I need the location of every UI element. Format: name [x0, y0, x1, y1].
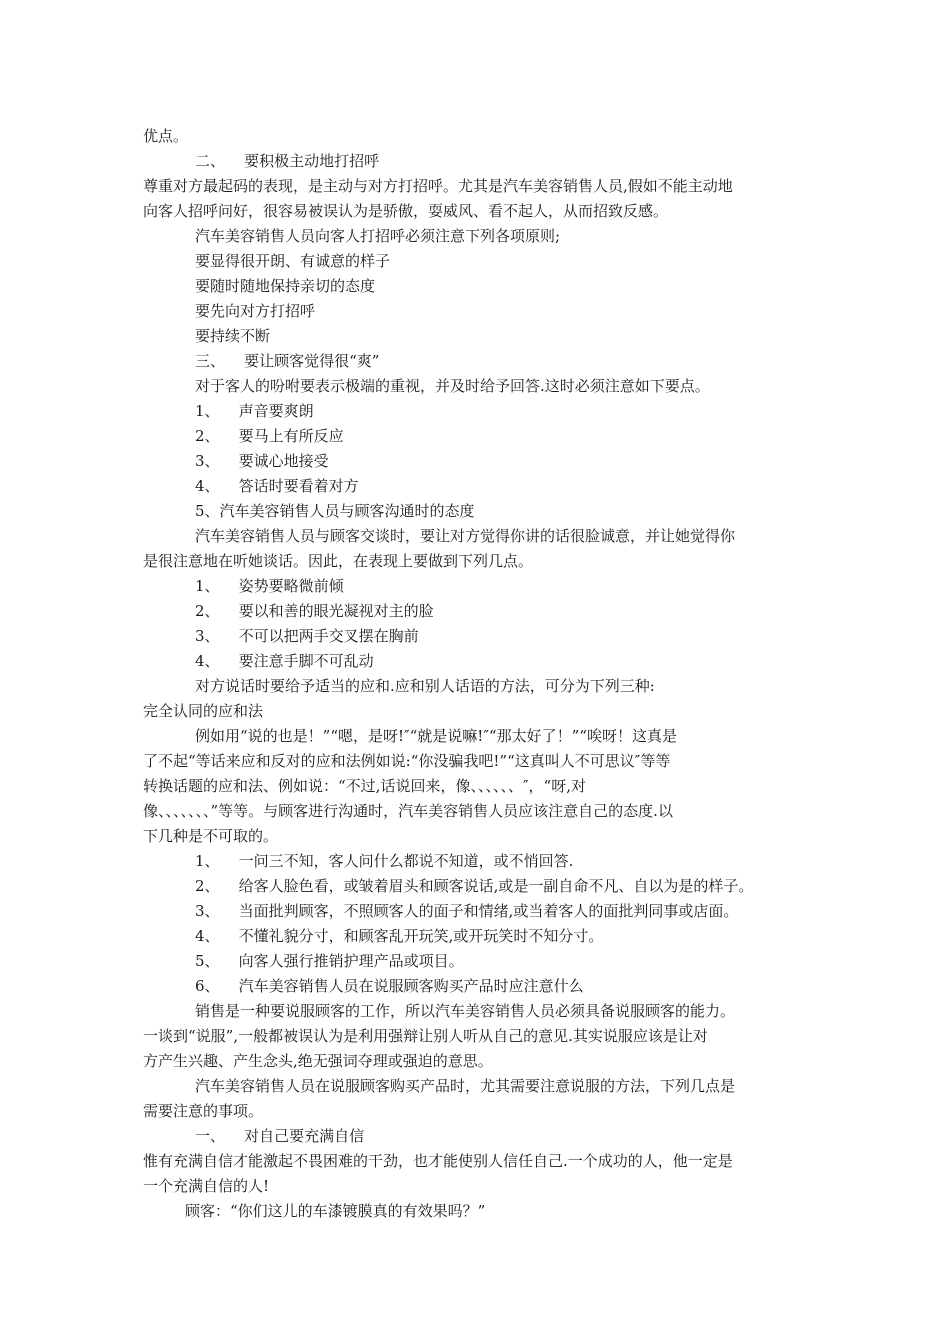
paragraph-line: 汽车美容销售人员在说服顾客购买产品时，尤其需要注意说服的方法，下列几点是 — [195, 1077, 736, 1095]
paragraph-line: 对于客人的吩咐要表示极端的重视，并及时给予回答.这时必须注意如下要点。 — [195, 377, 710, 395]
paragraph-line: 尊重对方最起码的表现，是主动与对方打招呼。尤其是汽车美容销售人员,假如不能主动地 — [143, 177, 733, 195]
paragraph-line: 是很注意地在听她谈话。因此，在表现上要做到下列几点。 — [143, 552, 534, 570]
paragraph-line: 一个充满自信的人! — [143, 1177, 270, 1195]
paragraph-line: 5、 向客人强行推销护理产品或项目。 — [195, 952, 464, 970]
paragraph-line: 顾客：“你们这儿的车漆镀膜真的有效果吗？” — [185, 1202, 486, 1220]
paragraph-line: 1、 一问三不知，客人问什么都说不知道，或不悄回答. — [195, 852, 574, 870]
paragraph-line: 要先向对方打招呼 — [195, 302, 316, 320]
paragraph-line: 了不起“等话来应和反对的应和法例如说:“你没骗我吧!”“这真叫人不可思议″等等 — [143, 752, 671, 770]
paragraph-line: 3、 当面批判顾客，不照顾客人的面子和情绪,或当着客人的面批判同事或店面。 — [195, 902, 739, 920]
paragraph-line: 销售是一种要说服顾客的工作，所以汽车美容销售人员必须具备说服顾客的能力。 — [195, 1002, 736, 1020]
paragraph-line: 4、 答话时要看着对方 — [195, 477, 359, 495]
paragraph-line: 4、 不懂礼貌分寸，和顾客乱开玩笑,或开玩笑时不知分寸。 — [195, 927, 604, 945]
paragraph-line: 转换话题的应和法、例如说：“不过,话说回来，像、、、、、、″，“呀,对 — [143, 777, 586, 795]
paragraph-line: 例如用“说的也是！”“嗯，是呀!″“就是说嘛!″“那太好了！”“唉呀！这真是 — [195, 727, 677, 745]
paragraph-line: 一谈到“说服”,一般都被误认为是利用强辩让别人听从自己的意见.其实说服应该是让对 — [143, 1027, 708, 1045]
paragraph-line: 3、 要诚心地接受 — [195, 452, 329, 470]
paragraph-line: 下几种是不可取的。 — [143, 827, 279, 845]
paragraph-line: 2、 给客人脸色看，或皱着眉头和顾客说话,或是一副自命不凡、自以为是的样子。 — [195, 877, 754, 895]
paragraph-line: 1、 声音要爽朗 — [195, 402, 314, 420]
paragraph-line: 要随时随地保持亲切的态度 — [195, 277, 376, 295]
paragraph-line: 方产生兴趣、产生念头,绝无强词夺理或强迫的意思。 — [143, 1052, 493, 1070]
paragraph-line: 需要注意的事项。 — [143, 1102, 264, 1120]
paragraph-line: 1、 姿势要略微前倾 — [195, 577, 344, 595]
paragraph-line: 2、 要马上有所反应 — [195, 427, 344, 445]
paragraph-line: 对方说话时要给予适当的应和.应和别人话语的方法，可分为下列三种: — [195, 677, 655, 695]
paragraph-line: 3、 不可以把两手交叉摆在胸前 — [195, 627, 419, 645]
paragraph-line: 5、汽车美容销售人员与顾客沟通时的态度 — [195, 502, 475, 520]
paragraph-line: 向客人招呼问好，很容易被误认为是骄傲，耍威风、看不起人，从而招致反感。 — [143, 202, 669, 220]
paragraph-line: 像、、、、、、、”等等。与顾客进行沟通时，汽车美容销售人员应该注意自己的态度.以 — [143, 802, 673, 820]
paragraph-line: 优点。 — [143, 127, 189, 145]
paragraph-line: 完全认同的应和法 — [143, 702, 264, 720]
paragraph-line: 汽车美容销售人员向客人打招呼必须注意下列各项原则; — [195, 227, 561, 245]
paragraph-line: 三、 要让顾客觉得很“爽” — [195, 352, 380, 370]
document-body — [143, 124, 813, 1224]
paragraph-line: 2、 要以和善的眼光凝视对主的脸 — [195, 602, 434, 620]
paragraph-line: 4、 要注意手脚不可乱动 — [195, 652, 374, 670]
paragraph-line: 要显得很开朗、有诚意的样子 — [195, 252, 391, 270]
paragraph-line: 6、 汽车美容销售人员在说服顾客购买产品时应注意什么 — [195, 977, 584, 995]
paragraph-line: 汽车美容销售人员与顾客交谈时，要让对方觉得你讲的话很脸诚意，并让她觉得你 — [195, 527, 736, 545]
paragraph-line: 要持续不断 — [195, 327, 271, 345]
paragraph-line: 一、 对自己要充满自信 — [195, 1127, 365, 1145]
paragraph-line: 惟有充满自信才能激起不畏困难的干劲，也才能使别人信任自己.一个成功的人，他一定是 — [143, 1152, 733, 1170]
paragraph-line: 二、 要积极主动地打招呼 — [195, 152, 380, 170]
